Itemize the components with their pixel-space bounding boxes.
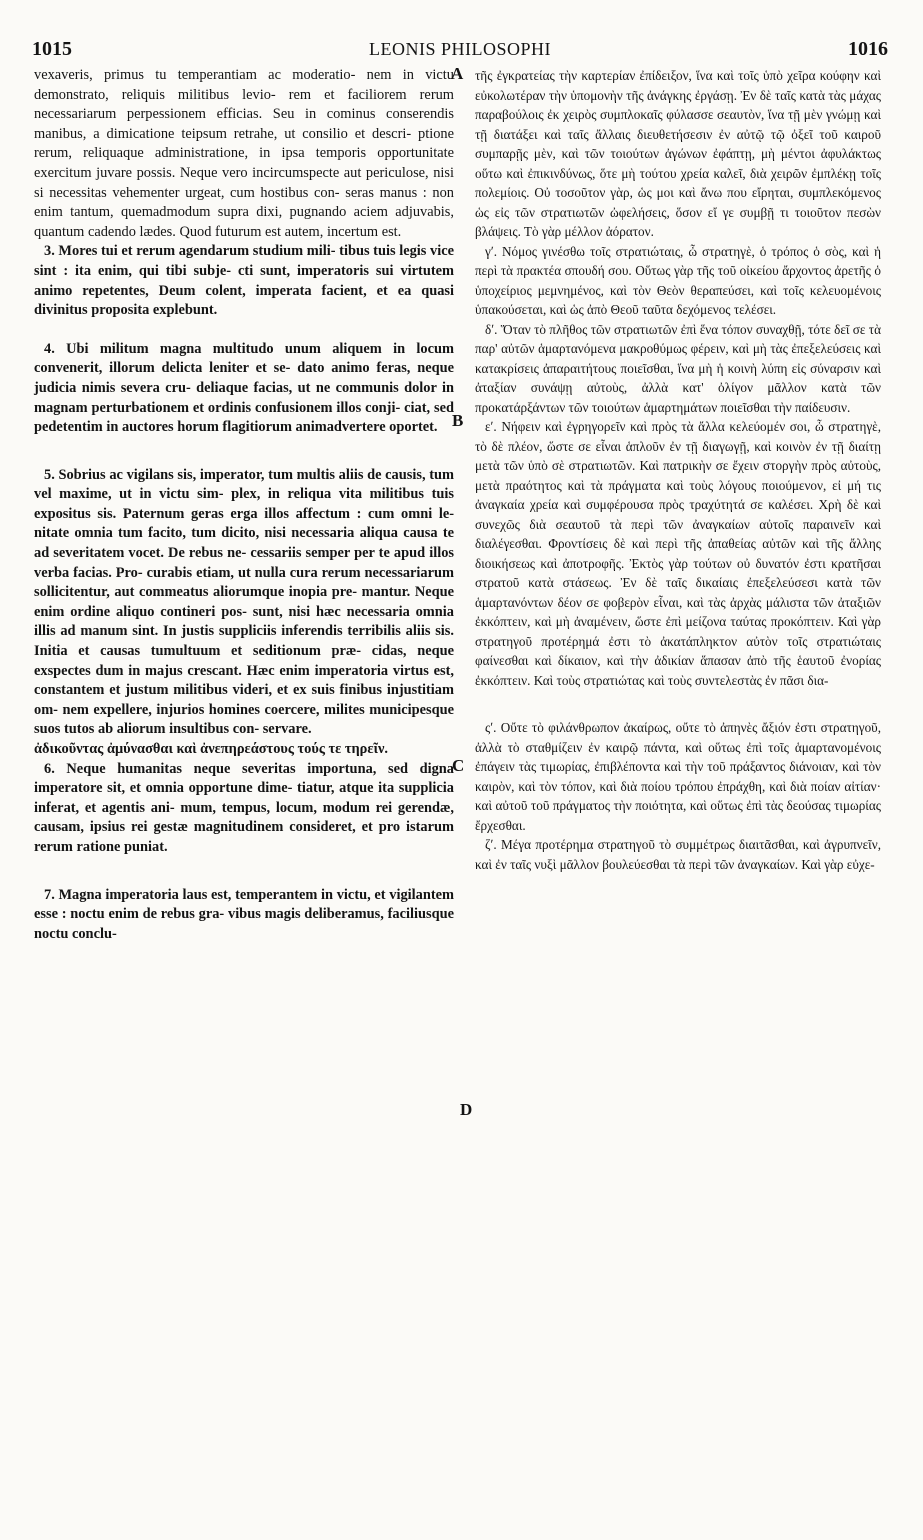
greek-column bbox=[475, 66, 881, 874]
latin-continuation: vexaveris, primus tu temperantiam ac moderatio- nem in victu demonstrato, reliquis militibus levio- rem et faciliorem rerum necessariarum perpessionem efficias. Seu in cominus conserendis manibus, a dimicatione teipsum retrahe, ut consilio et descri- ptione rerum, reliquaque administratione, in ipsa temporis opportunitate exercitum juvare possis. Neque vero incircumspecte aut periculose, nisi si necessitas vehementer urgeat, cum hostibus con- seras manus : non enim tantum, quemadmodum supra dixi, pugnando aciem adjuvabis, quantum cadendo lædes. Quod futurum est autem, incertum est. bbox=[34, 67, 454, 240]
margin-marker-a: A bbox=[451, 64, 464, 83]
latin-section-3: 3. Mores tui et rerum agendarum studium mili- tibus tuis legis vice sint : ita enim, qui tibi subje- cti sunt, imperatoris sui virtutem animo repetentes, Deum colent, imperata facient, et ea quasi divinitus proposita explebunt. bbox=[34, 243, 454, 319]
latin-section-5: 5. Sobrius ac vigilans sis, imperator, tum multis aliis de causis, tum vel maxime, ut in victu sim- plex, in reliqua vita militibus tuis expositus sis. Paternum geras erga illos affectum : cum omni le- nitate omnia tum facito, tum dicito, nisi necessaria aliqua causa te ad severitatem vocet. De rebus ne- cessariis semper per te apud illos verba facias. Pro- curabis etiam, ut nulla cura rerum necessariarum sollicitentur, aut commeatus aliorumque inopia pre- mantur. Neque enim ordine aliquo contineri pos- sunt, nisi hæc necessaria omnia illis ad manum sint. In justis suppliciis inferendis terribilis aliis sis. Initia et causas tumultuum et seditionum præ- cidas, neque exspectes dum in majus crescant. Hæc enim imperatoria virtus est, constantem et justum militibus videri, et ex suis finibus injustitiam om- nem expellere, injurios homines coercere, milites municipesque suos tutos ab aliorum insultibus con- servare. bbox=[34, 466, 454, 738]
greek-section-7: ζʹ. Μέγα προτέρημα στρατηγοῦ τὸ συμμέτρως διαιτᾶσθαι, καὶ ἀγρυπνεῖν, καὶ ἐν ταῖς νυξὶ μᾶλλον βουλεύεσθαι τὰ περὶ τῶν ἀναγκαίων. Καὶ γὰρ εὐχε- bbox=[475, 837, 881, 872]
margin-marker-c: C bbox=[452, 756, 465, 775]
margin-marker-b: B bbox=[452, 411, 464, 430]
greek-section-3: γʹ. Νόμος γινέσθω τοῖς στρατιώταις, ὦ στρατηγὲ, ὁ τρόπος ὁ σὸς, καὶ ἡ περὶ τὰ πρακτέα σπουδή σου. Οὕτως γὰρ τῆς τοῦ οἰκείου ἄρχοντος ἀρετῆς ὁ ὑποχείριος μεμνημένος, καὶ τὸν Θεὸν θεραπεύσει, καὶ τοῖς κελευομένοις ὑπακούσεται, καὶ ὡς ἀπὸ Θεοῦ ταῦτα δεχόμενος τελέσει. bbox=[475, 243, 881, 317]
page-number-left: 1015 bbox=[32, 38, 72, 60]
greek-section-6: ςʹ. Οὔτε τὸ φιλάνθρωπον ἀκαίρως, οὔτε τὸ ἀπηνὲς ἄξιόν ἐστι στρατηγοῦ, ἀλλὰ τὸ σταθμίζειν ἐν καιρῷ πάντα, καὶ οὕτως ἐπὶ τοῖς ἁμαρτανομένοις ἐπάγειν τὰς τιμωρίας, ἐπιβλέποντα καὶ τὴν τοῦ πράξαντος διάνοιαν, καὶ τὸν καιρὸν, καὶ τὸν τόπον, καὶ διὰ ποίου τρόπου ἐπράχθη, καὶ διὰ ποίαν αἰτίαν· καὶ αὐτοῦ τοῦ πράγματος τὴν ποιότητα, καὶ οὕτως ἐπὶ τὰς δεούσας τιμωρίας ἔρχεσθαι. bbox=[475, 720, 881, 833]
running-title: LEONIS PHILOSOPHI bbox=[368, 39, 551, 59]
latin-column bbox=[34, 66, 454, 944]
margin-marker-d: D bbox=[460, 1100, 473, 1119]
running-header bbox=[32, 8, 888, 60]
latin-section-7: 7. Magna imperatoria laus est, temperantem in victu, et vigilantem esse : noctu enim de rebus gra- vibus magis deliberamus, faciliusque noctu conclu- bbox=[34, 886, 454, 942]
greek-continuation: τῆς ἐγκρατείας τὴν καρτερίαν ἐπίδειξον, ἵνα καὶ τοῖς ὑπὸ χεῖρα κούφην καὶ εὐκολωτέραν τὴν ὑπομονὴν τῆς ἀνάγκης ἐργάσῃ. Ἐν δὲ ταῖς κατὰ τὰς μάχας παραβούλοις ἐκ χειρὸς συμπλοκαῖς φύλασσε σεαυτὸν, ἵνα τῇ μὲν γνώμῃ καὶ τῇ διατάξει καὶ ταῖς ἄλλαις διευθετήσεσιν ἐν αὐτῷ τῷ ὀξεῖ τοῦ καιροῦ συμπαρῇς μὲν, καὶ τῶν τοιούτων ἀγώνων ἐφάπτῃ, μὴ μέντοι ἀφυλάκτως οὕτω καὶ ἐπικινδύνως, ὅτε μὴ τούτου χρεία καλεῖ, διὰ χειρῶν ἐμπλέκῃ τοῖς πολεμίοις. Οὐ τοσοῦτον γὰρ, ὡς μοι καὶ ἄνω που εἴρηται, συμπλεκόμενος ὡς εἰς τῶν στρατιωτῶν ὠφελήσεις, ὅσον εἴ γε συμβῇ τι τοιοῦτον πεσὼν βλάψεις. Τὸ γὰρ μέλλον ἀόρατον. bbox=[475, 68, 881, 239]
latin-section-4: 4. Ubi militum magna multitudo unum aliquem in locum convenerit, illorum delicta leniter et se- dato animo feras, neque judicia nimis severa cru- deliaque facias, ut ne communis dolor in magnam perturbationem et ordinis confusionem illos conji- ciat, sed pedetentim in auctores horum flagitiorum animadvertere oportet. bbox=[34, 340, 454, 436]
latin-greek-insert: ἀδικοῦντας ἀμύνασθαι καὶ ἀνεπηρεάστους τούς τε τηρεῖν. bbox=[34, 741, 389, 757]
greek-section-5: εʹ. Νήφειν καὶ ἐγρηγορεῖν καὶ πρὸς τὰ ἄλλα κελεύομέν σοι, ὦ στρατηγὲ, τὸ δὲ πλέον, ὥστε σε εἶναι ἁπλοῦν ἐν τῇ διαγωγῇ, καὶ κοινὸν ἐν τῇ διαίτῃ μετὰ τῶν ὑπὸ σὲ στρατιωτῶν. Καὶ πατρικὴν σε ἔχειν στοργὴν πρὸς αὐτοὺς, μετὰ πραότητος καὶ τὰ πράγματα καὶ τοὺς λόγους ποιούμενον, εἰ μή τις ἀναγκαία χρεία καὶ συμφέρουσα πρὸς τραχύτητά σε καλέσει. Χρὴ δὲ καὶ συνεχῶς διὰ σεαυτοῦ τὰ περὶ τῶν ἀναγκαίων αὐτοῖς παραινεῖν καὶ διαλέγεσθαι. Φροντίσεις δὲ καὶ περὶ τῆς ἀπαθείας αὐτῶν καὶ τῆς ἄλλης διοικήσεως καὶ ἀποτροφῆς. Ἐκτὸς γὰρ τούτων οὐ δυνατόν ἐστι κρατῆσαι στρατοῦ κατὰ στάσεως. Ἐν δὲ ταῖς δικαίαις ἐπεξελεύσεσι κατὰ τῶν ἁμαρτανόντων δέον σε φοβερὸν εἶναι, καὶ τὰς ἀρχὰς μάλιστα τῶν ἀταξιῶν ἐκκόπτειν, καὶ μὴ ἀναμένειν, ὥστε ἐπὶ μείζονα ταύτας προκόπτειν. Καὶ γὰρ στρατηγοῦ προτέρημά ἐστι τὸ ἀκατάπληκτον αὐτὸν τοῖς στρατιώταις φαίνεσθαι καὶ δίκαιον, καὶ τὴν ἀδικίαν ἅπασαν ἀπὸ τῆς ἑαυτοῦ ἐνορίας ἐκκόπτειν. Καὶ τοὺς στρατιώτας καὶ τοὺς συντελεστὰς ἐν πᾶσι δια- bbox=[475, 419, 881, 688]
latin-section-6: 6. Neque humanitas neque severitas importuna, sed digna imperatore sit, et omnia opportune dime- tiatur, atque ita supplicia inferat, et agentis ani- mum, tempus, locum, modum rei gerendæ, causam, ipsius rei gestæ magnitudinem consideret, et pro istarum rerum ratione puniat. bbox=[34, 760, 454, 855]
greek-section-4: δʹ. Ὅταν τὸ πλῆθος τῶν στρατιωτῶν ἐπὶ ἕνα τόπον συναχθῇ, τότε δεῖ σε τὰ παρ' αὐτῶν ἁμαρτανόμενα μακροθύμως φέρειν, καὶ μὴ τὰς ἐπεξελεύσεις καὶ κατακρίσεις ἀπαραιτήτους ποιεῖσθαι, ἵνα μὴ ἡ κοινὴ λύπη εἰς σύναρσιν καὶ ἀταξίαν συνάψῃ αὐτοὺς, ἀλλὰ κατ' ὀλίγον μᾶλλον κατὰ τῶν προκατάρξάντων τῶν τοιούτων ἁμαρτημάτων ποιεῖσθαι τὴν παίδευσιν. bbox=[475, 321, 881, 415]
page-number-right: 1016 bbox=[848, 38, 888, 60]
